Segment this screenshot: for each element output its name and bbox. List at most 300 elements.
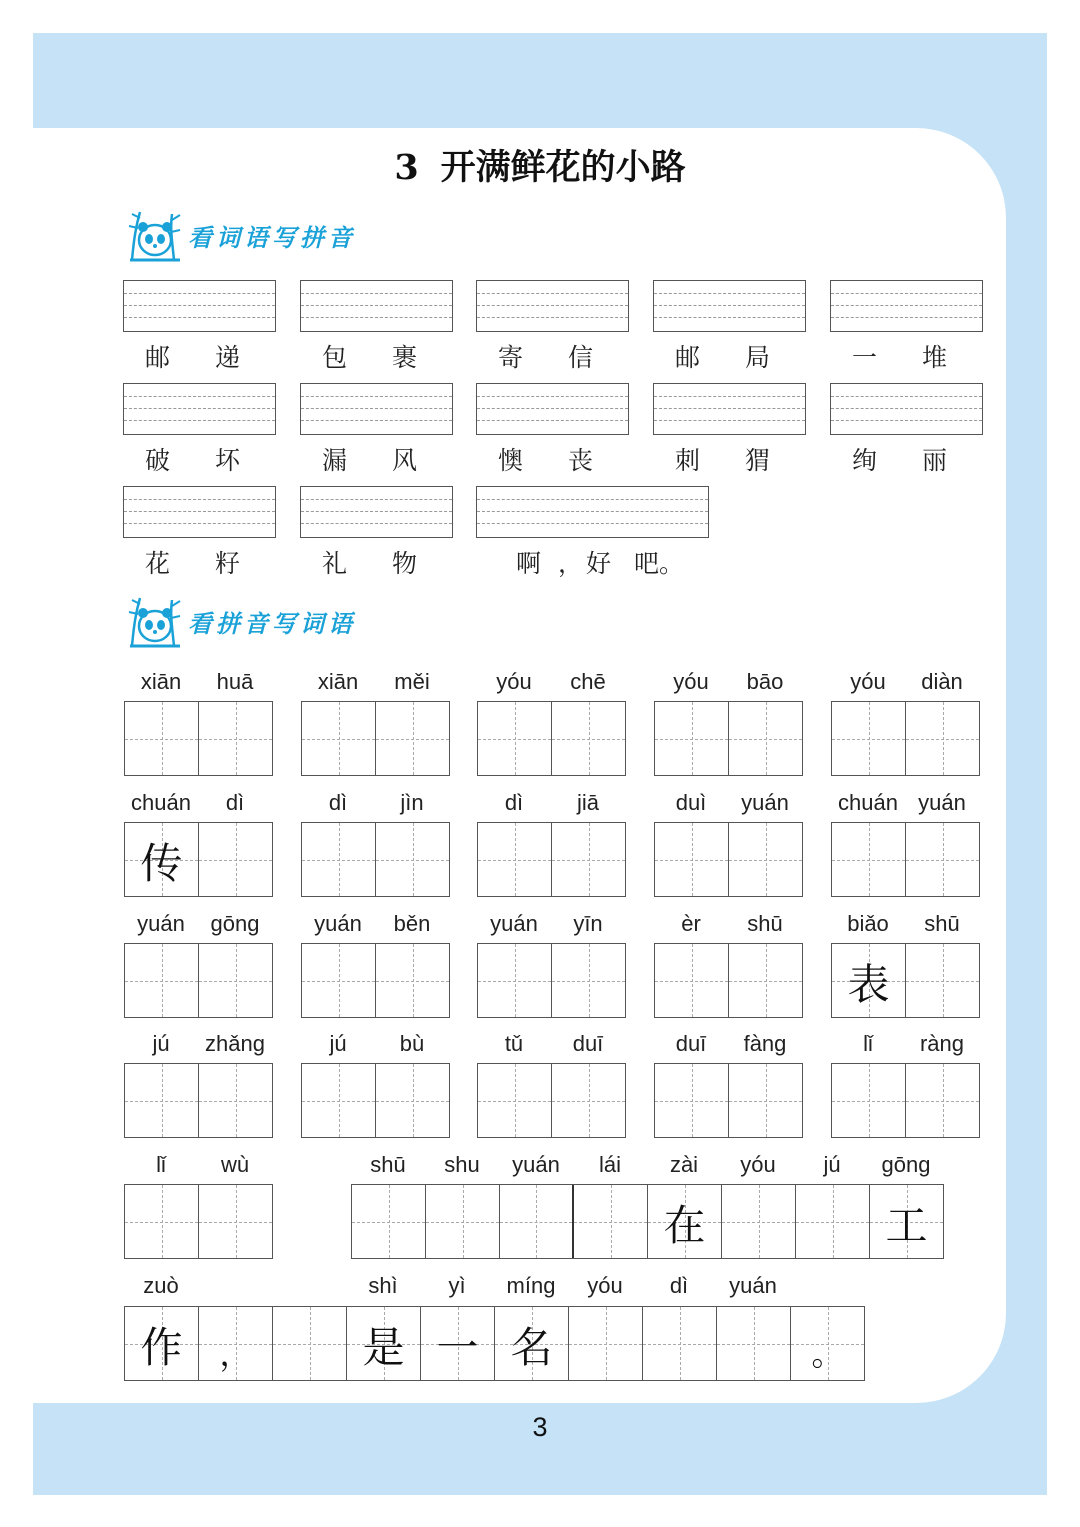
panda-bamboo-icon: [124, 594, 186, 650]
cell-guide-horizontal: [655, 860, 728, 861]
given-character: 是: [362, 1323, 405, 1372]
pinyin-label: yuán: [490, 911, 538, 936]
character-cell[interactable]: [199, 823, 273, 896]
cell-guide-horizontal: [125, 739, 198, 740]
pinyin-label: yóu: [740, 1152, 776, 1177]
pinyin-label: yīn: [573, 911, 603, 936]
pinyin-label: chuán: [838, 790, 898, 815]
pinyin-answer-box[interactable]: [830, 383, 983, 435]
cell-guide-horizontal: [552, 1101, 625, 1102]
character-cell[interactable]: [376, 1064, 450, 1137]
character-cell[interactable]: [478, 1064, 552, 1137]
guide-line: [301, 523, 452, 524]
pinyin-label: shì: [368, 1273, 398, 1298]
pinyin-label: yóu: [850, 669, 886, 694]
character-cell[interactable]: [500, 1185, 574, 1258]
guide-line: [654, 305, 805, 306]
character-cell[interactable]: [125, 1064, 199, 1137]
word-char: 丧: [568, 446, 594, 475]
cell-guide-horizontal: [199, 739, 272, 740]
cell-guide-horizontal: [125, 1101, 198, 1102]
character-cell[interactable]: [352, 1185, 426, 1258]
pinyin-label: dì: [669, 1273, 689, 1298]
word-grid: [301, 943, 450, 1018]
pinyin-label: diàn: [921, 669, 963, 694]
pinyin-label: zhǎng: [205, 1031, 265, 1056]
pinyin-answer-box[interactable]: [476, 486, 709, 538]
guide-line: [477, 396, 628, 397]
pinyin-label: yóu: [587, 1273, 623, 1298]
pinyin-label: běn: [393, 911, 431, 936]
pinyin-label: duī: [675, 1031, 707, 1056]
cell-guide-horizontal: [717, 1344, 790, 1345]
guide-line: [301, 293, 452, 294]
pinyin-label: yì: [448, 1273, 466, 1298]
cell-guide-horizontal: [199, 981, 272, 982]
cell-guide-horizontal: [376, 739, 449, 740]
word-label: [123, 441, 276, 475]
guide-line: [124, 523, 275, 524]
character-cell[interactable]: [648, 1185, 722, 1258]
word-grid: [124, 1184, 273, 1259]
character-cell[interactable]: [125, 823, 199, 896]
pinyin-answer-box[interactable]: [653, 280, 806, 332]
word-char: 寄: [498, 343, 524, 372]
pinyin-answer-box[interactable]: [653, 383, 806, 435]
pinyin-label: yuán: [314, 911, 362, 936]
pinyin-label: jú: [823, 1152, 841, 1177]
cell-guide-horizontal: [574, 1222, 647, 1223]
word-grid: [124, 701, 273, 776]
word-char: 信: [568, 343, 594, 372]
pinyin-label: yuán: [512, 1152, 560, 1177]
guide-line: [831, 293, 982, 294]
word-char: 刺: [675, 446, 701, 475]
character-cell[interactable]: [552, 702, 626, 775]
character-cell[interactable]: [832, 944, 906, 1017]
character-cell[interactable]: [729, 1064, 803, 1137]
character-cell[interactable]: [376, 702, 450, 775]
cell-guide-horizontal: [729, 739, 802, 740]
character-cell[interactable]: [273, 1307, 347, 1380]
character-cell[interactable]: [729, 702, 803, 775]
word-char: 递: [215, 343, 241, 372]
word-grid: [301, 1063, 450, 1138]
word-char: 绚: [852, 446, 878, 475]
cell-guide-horizontal: [655, 981, 728, 982]
character-cell[interactable]: [552, 1064, 626, 1137]
guide-line: [654, 317, 805, 318]
pinyin-label: bù: [399, 1031, 425, 1056]
character-cell[interactable]: [906, 823, 980, 896]
lesson-name: 开满鲜花的小路: [440, 147, 686, 188]
word-char: 包: [322, 343, 348, 372]
pinyin-label: fàng: [743, 1031, 787, 1056]
word-label: [830, 441, 983, 475]
character-cell[interactable]: [376, 944, 450, 1017]
cell-guide-horizontal: [376, 860, 449, 861]
word-char: 裹: [392, 343, 418, 372]
pinyin-answer-box[interactable]: [300, 383, 453, 435]
pinyin-label: yóu: [496, 669, 532, 694]
guide-line: [477, 305, 628, 306]
word-char: 啊: [516, 549, 542, 578]
cell-guide-horizontal: [199, 860, 272, 861]
guide-line: [124, 408, 275, 409]
pinyin-label: míng: [506, 1273, 556, 1298]
word-char: 漏: [322, 446, 348, 475]
pinyin-label: tǔ: [504, 1031, 524, 1056]
cell-guide-horizontal: [273, 1344, 346, 1345]
cell-guide-horizontal: [125, 1222, 198, 1223]
word-char: 破: [145, 446, 171, 475]
character-cell[interactable]: [569, 1307, 643, 1380]
given-character: ，: [219, 1335, 252, 1373]
pinyin-label: chuán: [131, 790, 191, 815]
pinyin-answer-box[interactable]: [123, 486, 276, 538]
word-grid: [654, 1063, 803, 1138]
pinyin-label: biǎo: [847, 911, 889, 936]
character-cell[interactable]: [832, 823, 906, 896]
word-label: [300, 544, 453, 578]
word-char: 坏: [215, 446, 241, 475]
pinyin-answer-box[interactable]: [300, 280, 453, 332]
pinyin-label: jiā: [576, 790, 600, 815]
word-char: 花: [145, 549, 171, 578]
character-cell[interactable]: [199, 1064, 273, 1137]
guide-line: [301, 511, 452, 512]
character-cell[interactable]: [199, 1185, 273, 1258]
cell-guide-horizontal: [302, 739, 375, 740]
word-char: 堆: [922, 343, 948, 372]
character-cell[interactable]: [729, 823, 803, 896]
guide-line: [831, 408, 982, 409]
cell-guide-horizontal: [906, 739, 979, 740]
word-grid: [654, 943, 803, 1018]
cell-guide-horizontal: [906, 1101, 979, 1102]
character-cell[interactable]: [722, 1185, 796, 1258]
character-cell[interactable]: [125, 944, 199, 1017]
pinyin-label: wù: [220, 1152, 250, 1177]
pinyin-label: shū: [370, 1152, 406, 1177]
word-char: 局: [745, 343, 771, 372]
character-cell[interactable]: [832, 702, 906, 775]
word-char: 一: [852, 343, 878, 372]
word-grid: [477, 822, 626, 897]
pinyin-label: duì: [675, 790, 707, 815]
character-cell[interactable]: [199, 1307, 273, 1380]
word-grid: [124, 822, 273, 897]
character-cell[interactable]: [870, 1185, 944, 1258]
cell-guide-horizontal: [478, 1101, 551, 1102]
character-cell[interactable]: [655, 823, 729, 896]
lesson-title: [0, 140, 1080, 190]
pinyin-label: xiān: [140, 669, 182, 694]
pinyin-label: dì: [328, 790, 348, 815]
character-cell[interactable]: [125, 1307, 199, 1380]
character-cell[interactable]: [796, 1185, 870, 1258]
guide-line: [477, 511, 708, 512]
cell-guide-horizontal: [832, 860, 905, 861]
pinyin-label: zuò: [143, 1273, 179, 1298]
pinyin-label: shū: [924, 911, 960, 936]
word-grid: [654, 701, 803, 776]
character-cell[interactable]: [302, 1064, 376, 1137]
character-cell[interactable]: [495, 1307, 569, 1380]
guide-line: [477, 317, 628, 318]
given-character: 。: [811, 1335, 844, 1373]
word-char: 邮: [675, 343, 701, 372]
character-cell[interactable]: [655, 702, 729, 775]
pinyin-label: jìn: [400, 790, 424, 815]
character-cell[interactable]: [552, 823, 626, 896]
guide-line: [124, 293, 275, 294]
cell-guide-horizontal: [376, 981, 449, 982]
word-label: [476, 441, 629, 475]
word-label: [476, 544, 709, 578]
cell-guide-horizontal: [906, 981, 979, 982]
pinyin-label: dì: [225, 790, 245, 815]
pinyin-label: dì: [504, 790, 524, 815]
character-cell[interactable]: [302, 702, 376, 775]
word-grid: [477, 1063, 626, 1138]
page-number: 3: [532, 1412, 548, 1442]
character-cell[interactable]: [125, 702, 199, 775]
guide-line: [301, 396, 452, 397]
guide-line: [477, 408, 628, 409]
word-grid: [477, 943, 626, 1018]
word-char: 邮: [145, 343, 171, 372]
pinyin-label: huā: [216, 669, 254, 694]
word-grid: [831, 943, 980, 1018]
pinyin-label: ràng: [919, 1031, 965, 1056]
character-cell[interactable]: [832, 1064, 906, 1137]
pinyin-label: èr: [681, 911, 701, 936]
pinyin-label: yuán: [729, 1273, 777, 1298]
pinyin-label: yóu: [673, 669, 709, 694]
word-label: [830, 338, 983, 372]
lesson-number: 3: [394, 147, 419, 188]
guide-line: [124, 305, 275, 306]
character-cell[interactable]: [302, 944, 376, 1017]
cell-guide-horizontal: [199, 1101, 272, 1102]
pinyin-answer-box[interactable]: [123, 383, 276, 435]
pinyin-label: lǐ: [156, 1152, 166, 1177]
cell-guide-horizontal: [552, 860, 625, 861]
guide-line: [654, 408, 805, 409]
given-character: 表: [847, 960, 890, 1009]
pinyin-answer-box[interactable]: [476, 280, 629, 332]
word-grid: [831, 1063, 980, 1138]
pinyin-label: měi: [394, 669, 430, 694]
character-cell[interactable]: [643, 1307, 717, 1380]
guide-line: [124, 317, 275, 318]
word-char: 丽: [922, 446, 948, 475]
pinyin-label: lái: [598, 1152, 622, 1177]
word-char: 猬: [745, 446, 771, 475]
character-cell[interactable]: [574, 1185, 648, 1258]
given-character: 名: [510, 1323, 553, 1372]
word-grid: [477, 701, 626, 776]
cell-guide-horizontal: [426, 1222, 499, 1223]
word-char: 礼: [322, 549, 348, 578]
guide-line: [831, 305, 982, 306]
given-character: 作: [140, 1323, 183, 1372]
sentence-grid: [351, 1184, 944, 1259]
word-char: 吧。: [634, 549, 685, 578]
word-char: 风: [392, 446, 418, 475]
pinyin-answer-box[interactable]: [476, 383, 629, 435]
character-cell[interactable]: [717, 1307, 791, 1380]
cell-guide-horizontal: [729, 860, 802, 861]
pinyin-label: zài: [669, 1152, 699, 1177]
pinyin-label: yuán: [137, 911, 185, 936]
word-grid: [301, 822, 450, 897]
pinyin-label: yuán: [918, 790, 966, 815]
given-character: 工: [885, 1201, 928, 1250]
word-label: [300, 441, 453, 475]
word-char: 籽: [215, 549, 241, 578]
character-cell[interactable]: [478, 823, 552, 896]
word-grid: [301, 701, 450, 776]
cell-guide-horizontal: [125, 981, 198, 982]
pinyin-label: lǐ: [863, 1031, 873, 1056]
cell-guide-horizontal: [655, 1101, 728, 1102]
cell-guide-horizontal: [376, 1101, 449, 1102]
word-label: [123, 544, 276, 578]
cell-guide-horizontal: [302, 1101, 375, 1102]
character-cell[interactable]: [655, 1064, 729, 1137]
guide-line: [654, 420, 805, 421]
pinyin-label: duī: [572, 1031, 604, 1056]
word-char: ，: [558, 549, 584, 578]
word-char: 好: [586, 549, 612, 578]
pinyin-label: bāo: [746, 669, 784, 694]
word-label: [653, 441, 806, 475]
character-cell[interactable]: [199, 702, 273, 775]
pinyin-answer-box[interactable]: [830, 280, 983, 332]
given-character: 在: [663, 1201, 706, 1250]
character-cell[interactable]: [906, 702, 980, 775]
cell-guide-horizontal: [655, 739, 728, 740]
cell-guide-horizontal: [832, 1101, 905, 1102]
cell-guide-horizontal: [832, 739, 905, 740]
character-cell[interactable]: [478, 702, 552, 775]
guide-line: [831, 420, 982, 421]
character-cell[interactable]: [729, 944, 803, 1017]
sentence-grid: [124, 1306, 865, 1381]
word-label: [123, 338, 276, 372]
guide-line: [477, 499, 708, 500]
guide-line: [654, 396, 805, 397]
guide-line: [477, 523, 708, 524]
pinyin-label: jú: [329, 1031, 347, 1056]
cell-guide-horizontal: [552, 981, 625, 982]
character-cell[interactable]: [655, 944, 729, 1017]
guide-line: [301, 317, 452, 318]
word-label: [300, 338, 453, 372]
cell-guide-horizontal: [729, 981, 802, 982]
cell-guide-horizontal: [796, 1222, 869, 1223]
word-label: [653, 338, 806, 372]
cell-guide-horizontal: [643, 1344, 716, 1345]
word-grid: [124, 943, 273, 1018]
word-label: [476, 338, 629, 372]
cell-guide-horizontal: [729, 1101, 802, 1102]
character-cell[interactable]: [906, 1064, 980, 1137]
guide-line: [831, 396, 982, 397]
given-character: 传: [140, 839, 183, 888]
guide-line: [477, 293, 628, 294]
word-char: 物: [392, 549, 418, 578]
cell-guide-horizontal: [199, 1222, 272, 1223]
guide-line: [301, 499, 452, 500]
character-cell[interactable]: [552, 944, 626, 1017]
guide-line: [124, 420, 275, 421]
cell-guide-horizontal: [478, 860, 551, 861]
character-cell[interactable]: [478, 944, 552, 1017]
word-char: 懊: [498, 446, 524, 475]
word-grid: [654, 822, 803, 897]
character-cell[interactable]: [791, 1307, 865, 1380]
cell-guide-horizontal: [500, 1222, 572, 1223]
cell-guide-horizontal: [552, 739, 625, 740]
guide-line: [301, 305, 452, 306]
character-cell[interactable]: [199, 944, 273, 1017]
section-heading-text: 看词语写拼音: [188, 223, 356, 252]
word-grid: [831, 822, 980, 897]
guide-line: [124, 499, 275, 500]
word-grid: [124, 1063, 273, 1138]
given-character: 一: [436, 1323, 479, 1372]
pinyin-label: chē: [570, 669, 606, 694]
cell-guide-horizontal: [569, 1344, 642, 1345]
character-cell[interactable]: [347, 1307, 421, 1380]
panda-bamboo-icon: [124, 208, 186, 264]
pinyin-label: shu: [444, 1152, 480, 1177]
cell-guide-horizontal: [352, 1222, 425, 1223]
section-heading-text: 看拼音写词语: [188, 609, 356, 638]
pinyin-answer-box[interactable]: [123, 280, 276, 332]
character-cell[interactable]: [302, 823, 376, 896]
guide-line: [477, 420, 628, 421]
word-grid: [831, 701, 980, 776]
guide-line: [654, 293, 805, 294]
cell-guide-horizontal: [478, 981, 551, 982]
character-cell[interactable]: [376, 823, 450, 896]
cell-guide-horizontal: [302, 981, 375, 982]
character-cell[interactable]: [125, 1185, 199, 1258]
pinyin-answer-box[interactable]: [300, 486, 453, 538]
cell-guide-horizontal: [478, 739, 551, 740]
pinyin-label: jú: [152, 1031, 170, 1056]
character-cell[interactable]: [421, 1307, 495, 1380]
guide-line: [831, 317, 982, 318]
guide-line: [124, 511, 275, 512]
guide-line: [124, 396, 275, 397]
cell-guide-horizontal: [906, 860, 979, 861]
pinyin-label: gōng: [210, 911, 260, 936]
character-cell[interactable]: [906, 944, 980, 1017]
cell-guide-horizontal: [722, 1222, 795, 1223]
character-cell[interactable]: [426, 1185, 500, 1258]
pinyin-label: xiān: [317, 669, 359, 694]
guide-line: [301, 408, 452, 409]
cell-guide-horizontal: [302, 860, 375, 861]
guide-line: [301, 420, 452, 421]
pinyin-label: shū: [747, 911, 783, 936]
pinyin-label: yuán: [741, 790, 789, 815]
